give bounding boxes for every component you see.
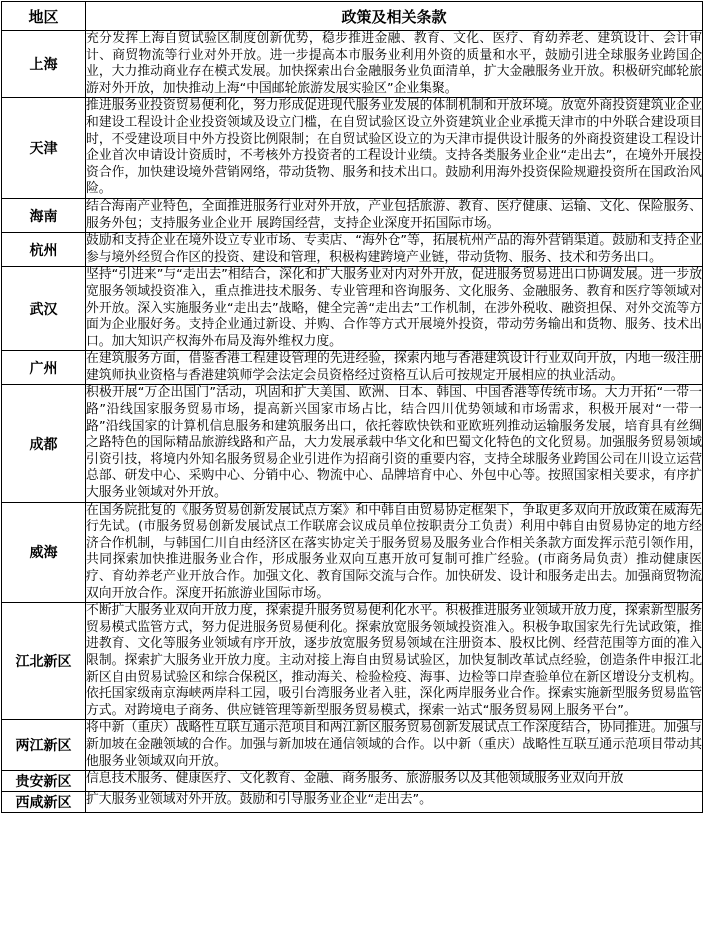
policy-cell: 扩大服务业领域对外开放。鼓励和引导服务业企业“走出去”。 (86, 792, 703, 813)
policy-cell: 鼓励和支持企业在境外设立专业市场、专卖店、“海外仓”等，拓展杭州产品的海外营销渠道。鼓励和支持企业参与境外经贸合作区的投资、建设和管理，积极构建跨境产业链，带动货物、服务、技术和劳务出口。 (86, 233, 703, 267)
table-row (2, 771, 703, 792)
table-row (2, 98, 703, 199)
policy-table (1, 1, 703, 813)
region-cell: 成都 (2, 385, 86, 502)
policy-cell: 在建筑服务方面，借鉴香港工程建设管理的先进经验，探索内地与香港建筑设计行业双向开放，内地一级注册建筑师执业资格与香港建筑师学会法定会员资格经过资格互认后可按规定开展相应的执业活动。 (86, 351, 703, 385)
policy-cell: 坚持“引进来”与“走出去”相结合，深化和扩大服务业对内对外开放，促进服务贸易进出口协调发展。进一步放宽服务领域投资准入，重点推进技术服务、专业管理和咨询服务、文化服务、金融服务、教育和医疗等领域对外开放。深入实施服务业“走出去”战略，健全完善“走出去”工作机制，在涉外税收、融资担保、对外交流等方面为企业服好务。支持企业通过新设、并购、合作等方式开展境外投资，带动劳务输出和货物、服务、技术出口。加大知识产权海外布局及海外维权力度。 (86, 267, 703, 351)
region-cell: 广州 (2, 351, 86, 385)
table-row (2, 792, 703, 813)
region-cell: 两江新区 (2, 720, 86, 771)
region-cell: 威海 (2, 502, 86, 603)
region-cell: 上海 (2, 31, 86, 98)
policy-cell: 信息技术服务、健康医疗、文化教育、金融、商务服务、旅游服务以及其他领域服务业双向开放 (86, 771, 703, 792)
table-row (2, 267, 703, 351)
region-cell: 海南 (2, 198, 86, 232)
table-row (2, 351, 703, 385)
region-cell: 西咸新区 (2, 792, 86, 813)
region-cell: 天津 (2, 98, 86, 199)
policy-cell: 不断扩大服务业双向开放力度，探索提升服务贸易便利化水平。积极推进服务业领域开放力度，探索新型服务贸易模式监管方式，努力促进服务贸易便利化。探索放宽服务领域投资准入。积极争取国家先行先试政策，推进教育、文化等服务业领域有序开放，逐步放宽服务贸易领域在注册资本、股权比例、经营范围等方面的准入限制。探索扩大服务业开放力度。主动对接上海自由贸易试验区，加快复制改革试点经验，创造条件申报江北新区自由贸易试验区和综合保税区，推动海关、检验检疫、海事、边检等口岸查验单位在新区增设分支机构。依托国家级南京海峡两岸科工园，吸引台湾服务业者入驻，深化两岸服务业合作。探索实施新型服务贸易监管方式。对跨境电子商务、供应链管理等新型服务贸易模式，探索一站式“服务贸易网上服务平台”。 (86, 603, 703, 720)
policy-cell: 结合海南产业特色，全面推进服务行业对外开放，产业包括旅游、教育、医疗健康、运输、文化、保险服务、服务外包；支持服务业企业开 展跨国经营，支持企业深度开拓国际市场。 (86, 198, 703, 232)
policy-cell: 推进服务业投资贸易便利化，努力形成促进现代服务业发展的体制机制和开放环境。放宽外商投资建筑业企业和建设工程设计企业投资领域及设立门槛，在自贸试验区设立外资建筑业企业承揽天津市的中外联合建设项目时，不受建设项目中外方投资比例限制；在自贸试验区设立的为天津市提供设计服务的外商投资建设工程设计企业首次申请设计资质时，不考核外方投资者的工程设计业绩。支持各类服务业企业“走出去”，在境外开展投资合作，加快建设境外营销网络，带动货物、服务和技术出口。鼓励利用海外投资保险规避投资所在国政治风险。 (86, 98, 703, 199)
policy-cell: 将中新（重庆）战略性互联互通示范项目和两江新区服务贸易创新发展试点工作深度结合，协同推进。加强与新加坡在金融领域的合作。加强与新加坡在通信领域的合作。以中新（重庆）战略性互联互通示范项目带动其他服务业领域双向开放。 (86, 720, 703, 771)
table-row (2, 385, 703, 502)
policy-cell: 充分发挥上海自贸试验区制度创新优势，稳步推进金融、教育、文化、医疗、育幼养老、建筑设计、会计审计、商贸物流等行业对外开放。进一步提高本市服务业利用外资的质量和水平，鼓励引进全球服务业跨国企业，大力推动商业存在模式发展。加快探索出台金融服务业负面清单，扩大金融服务业开放。积极研究邮轮旅游对外开放，加快推动上海“中国邮轮旅游发展实验区”企业集聚。 (86, 31, 703, 98)
policy-cell: 在国务院批复的《服务贸易创新发展试点方案》和中韩自由贸易协定框架下，争取更多双向开放政策在威海先行先试。(市服务贸易创新发展试点工作联席会议成员单位按职责分工负责）利用中韩自由贸易协定的地方经济合作机制，与韩国仁川自由经济区在落实协定关于服务贸易及服务业合作相关条款方面发挥示范引领作用，共同探索加快推进服务业合作，形成服务业双向互惠开放可复制可推广经验。(市商务局负责）推动健康医疗、育幼养老产业开放合作。加强文化、教育国际交流与合作。加快研发、设计和服务走出去。加强商贸物流双向开放合作。深度开拓旅游业国际市场。 (86, 502, 703, 603)
region-cell: 贵安新区 (2, 771, 86, 792)
table-row (2, 31, 703, 98)
region-cell: 杭州 (2, 233, 86, 267)
table-row (2, 603, 703, 720)
table-row (2, 233, 703, 267)
table-row (2, 720, 703, 771)
policy-column-header: 政策及相关条款 (86, 2, 703, 31)
region-cell: 江北新区 (2, 603, 86, 720)
table-header-row (2, 2, 703, 31)
table-row (2, 198, 703, 232)
region-cell: 武汉 (2, 267, 86, 351)
region-column-header: 地区 (2, 2, 86, 31)
table-row (2, 502, 703, 603)
policy-cell: 积极开展“万企出国门”活动，巩固和扩大美国、欧洲、日本、韩国、中国香港等传统市场。大力开拓“一带一路”沿线国家服务贸易市场，提高新兴国家市场占比，结合四川优势领域和市场需求，积极开展对“一带一路”沿线国家的计算机信息服务和建筑服务出口，依托蓉欧快铁和亚欧班列推动运输服务发展，培育具有丝绸之路特色的国际精品旅游线路和产品，大力发展承载中华文化和巴蜀文化特色的文化贸易。加强服务贸易领域引资引技，将境内外知名服务贸易企业引进作为招商引资的重要内容，支持全球服务业跨国公司在川设立运营总部、研发中心、采购中心、分销中心、物流中心、品牌培育中心、外包中心等。按照国家相关要求，有序扩大服务业领域对外开放。 (86, 385, 703, 502)
